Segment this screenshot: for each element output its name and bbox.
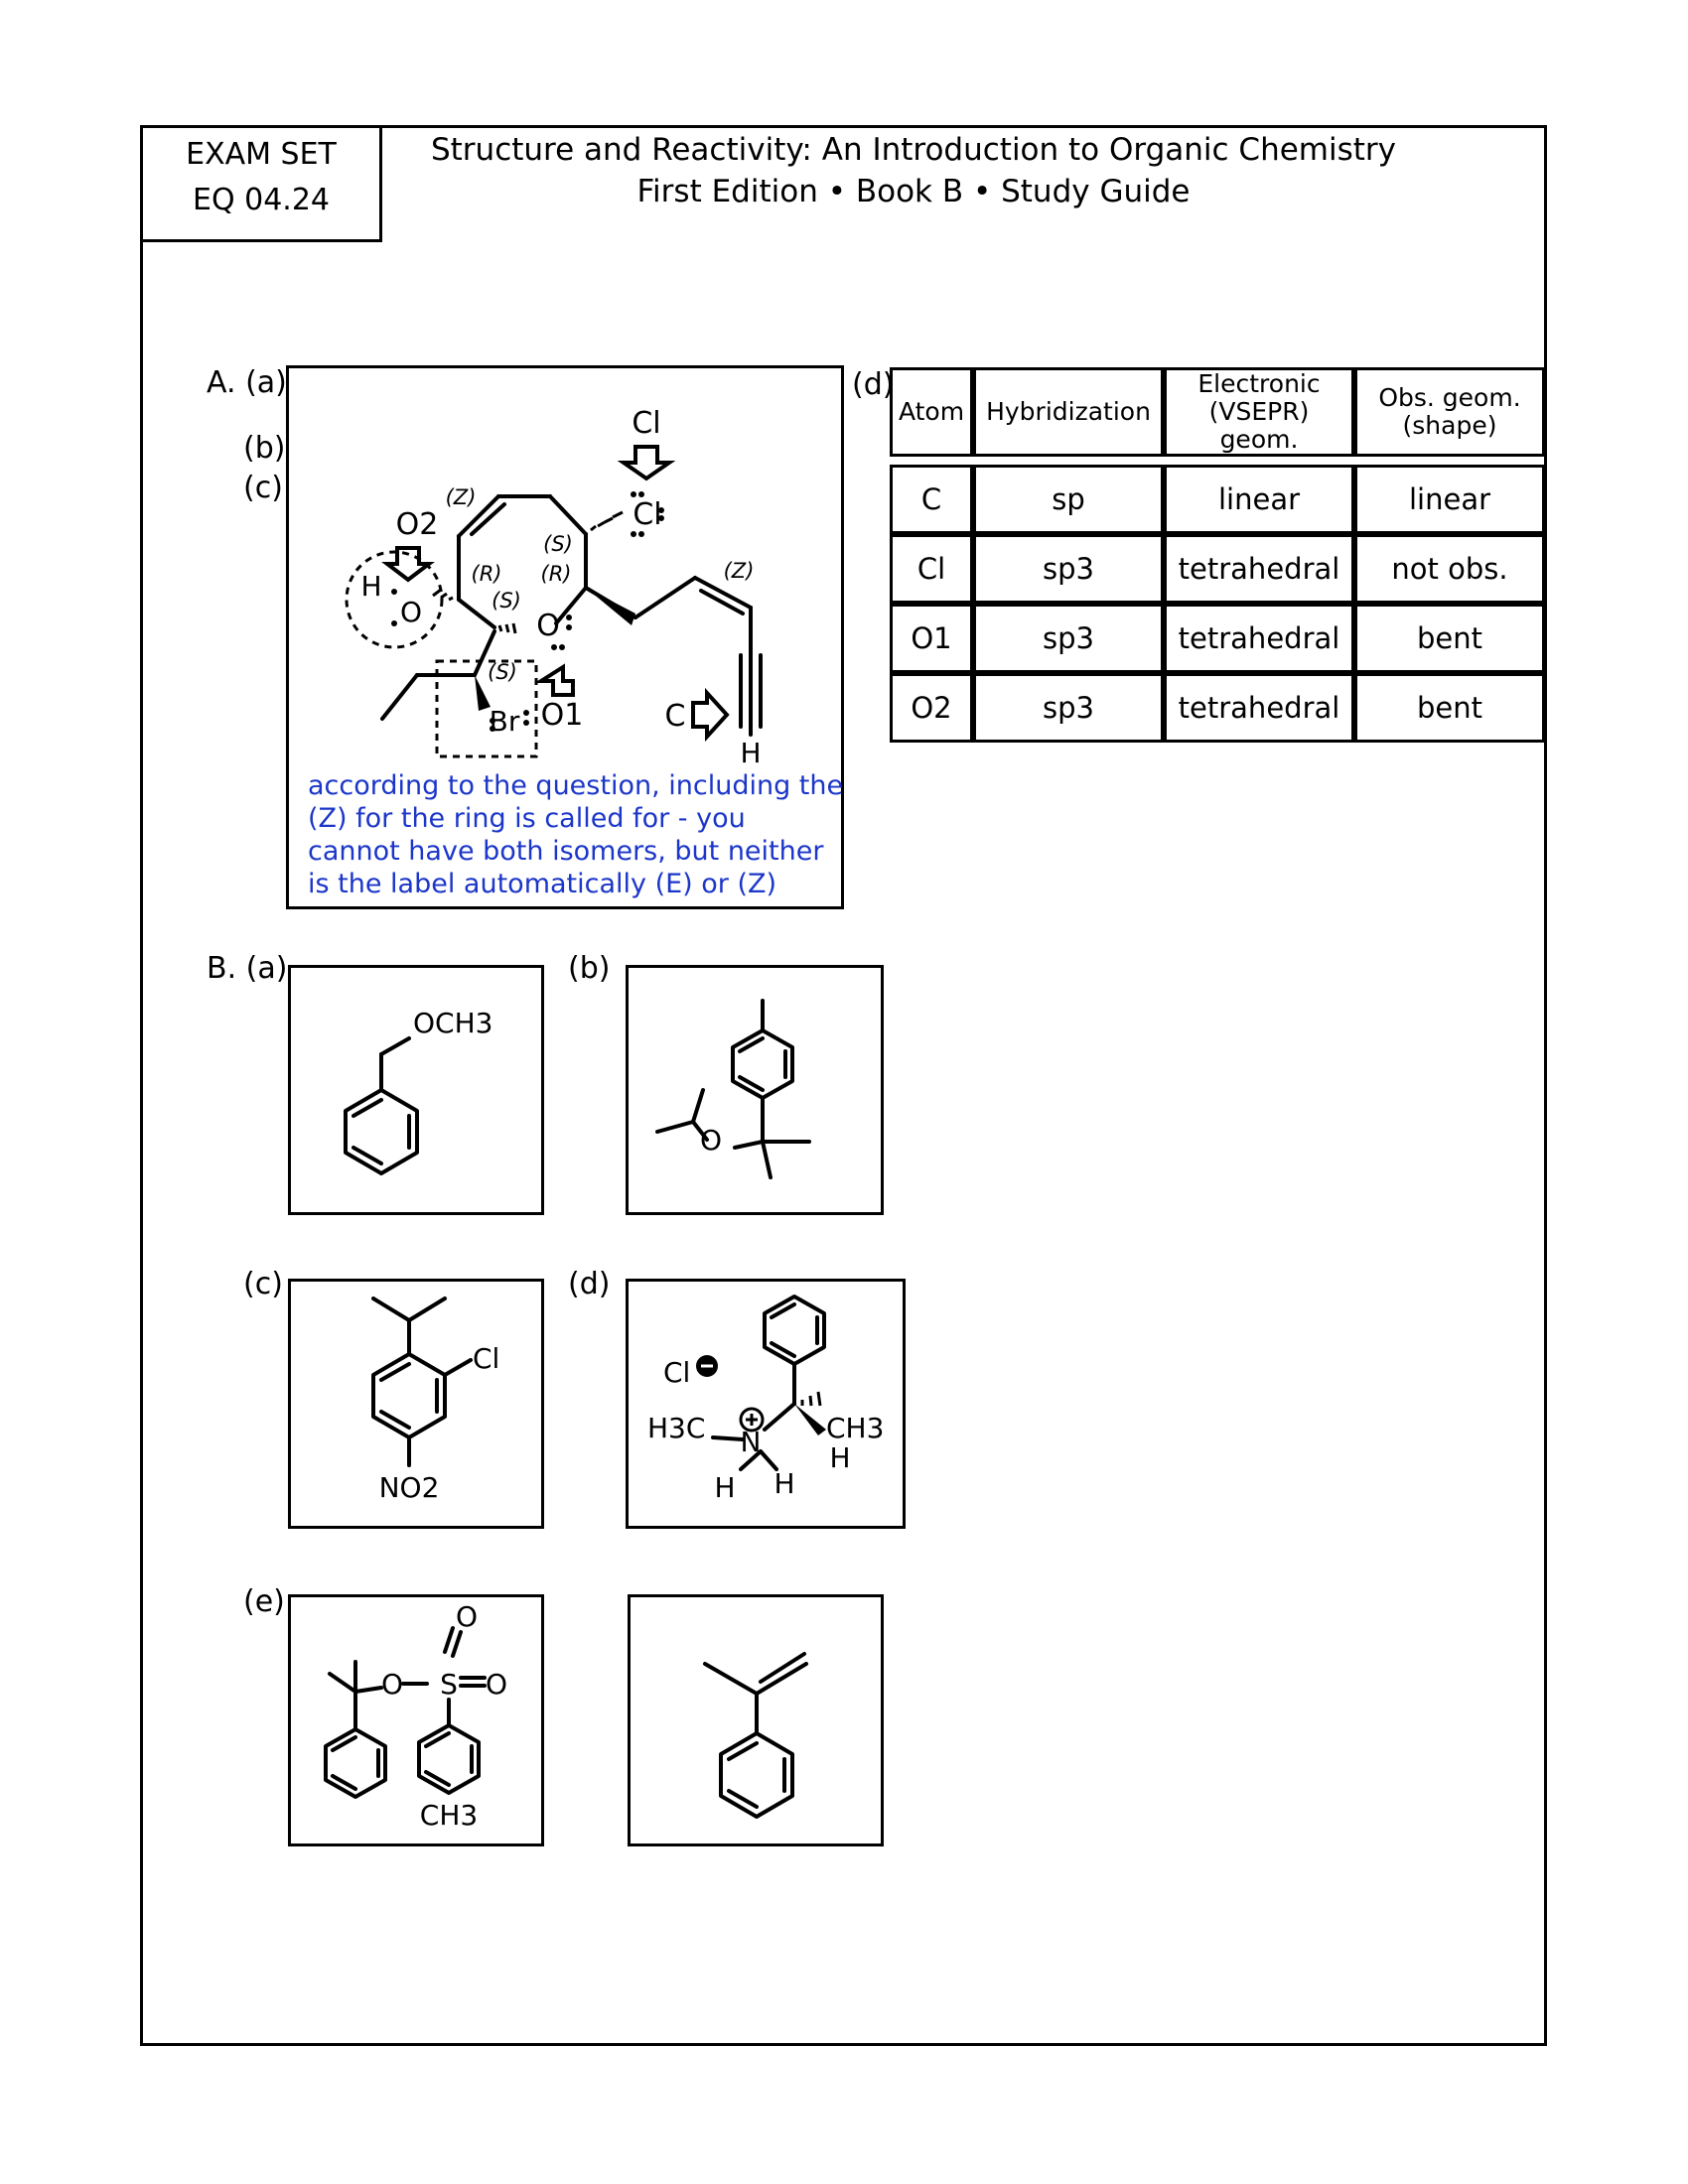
table-cell-hyb: sp: [973, 465, 1164, 534]
table-cell-obs: linear: [1354, 465, 1545, 534]
table-cell-elec: tetrahedral: [1164, 673, 1354, 743]
o1-label: O1: [540, 698, 584, 733]
part-a-note: according to the question, including the (Z) for the ring is called for - you cannot have both isomers, but neither is the label automatically (E) or (Z): [308, 770, 844, 899]
label-ch3-e: CH3: [419, 1799, 479, 1832]
table-cell-obs: bent: [1354, 673, 1545, 743]
part-a-sub-a: (a): [245, 365, 287, 400]
book-subtitle: First Edition • Book B • Study Guide: [636, 174, 1191, 209]
stereo-s-br: (S): [488, 660, 517, 684]
table-cell-obs: not obs.: [1354, 534, 1545, 604]
table-cell-elec: tetrahedral: [1164, 604, 1354, 673]
table-cell-hyb: sp3: [973, 673, 1164, 743]
oh-oxygen: O: [399, 596, 423, 628]
bromine-atom: Br: [489, 705, 520, 738]
label-n: N: [740, 1426, 762, 1458]
part-a-sub-d: (d): [852, 367, 895, 402]
label-sulfonyl-o-right: O: [485, 1668, 508, 1701]
table-cell-elec: tetrahedral: [1164, 534, 1354, 604]
label-chloride: Cl: [663, 1356, 691, 1389]
ring-oxygen: O: [536, 609, 560, 643]
c-label: C: [664, 699, 686, 734]
table-cell-obs: bent: [1354, 604, 1545, 673]
table-cell-atom: C: [890, 465, 973, 534]
part-b-sub-e: (e): [243, 1584, 285, 1619]
table-cell-atom: O2: [890, 673, 973, 743]
table-cell-hyb: sp3: [973, 604, 1164, 673]
o2-label: O2: [395, 507, 439, 542]
stereo-s-top: (S): [543, 532, 573, 556]
part-b-sub-b: (b): [568, 951, 611, 986]
label-cl: Cl: [473, 1342, 500, 1375]
exam-set-label: EXAM SET: [186, 137, 337, 172]
label-no2: NO2: [378, 1471, 440, 1504]
part-a-sub-c: (c): [243, 471, 283, 505]
stereo-z-chain: (Z): [723, 559, 755, 583]
table-cell-hyb: sp3: [973, 534, 1164, 604]
alkyne-h-label: H: [740, 737, 762, 769]
table-header-electronic: Electronic (VSEPR) geom.: [1164, 367, 1354, 457]
table-cell-atom: O1: [890, 604, 973, 673]
label-sulfur: S: [440, 1668, 458, 1701]
stereo-r-left: (R): [471, 562, 502, 586]
book-title: Structure and Reactivity: An Introduction to Organic Chemistry: [430, 132, 1397, 168]
label-ch3-d: CH3: [826, 1412, 885, 1444]
oh-hydrogen: H: [360, 570, 382, 603]
part-a-label: A. (a): [207, 365, 287, 400]
table-cell-elec: linear: [1164, 465, 1354, 534]
table-cell-atom: Cl: [890, 534, 973, 604]
label-nh-1: H: [714, 1471, 736, 1504]
part-b-label: B. (a): [207, 951, 288, 986]
part-b-sub-d: (d): [568, 1267, 611, 1301]
part-a-sub-b: (b): [243, 431, 286, 466]
table-header-observed: Obs. geom. (shape): [1354, 367, 1545, 457]
cl-atom: Cl: [633, 497, 662, 532]
part-b-sub-a: (a): [245, 951, 288, 986]
part-b-sub-c: (c): [243, 1267, 283, 1301]
label-och3: OCH3: [413, 1007, 493, 1039]
label-sulfonyl-o-top: O: [455, 1600, 479, 1633]
stereo-z-ring: (Z): [445, 485, 477, 509]
exam-set-code: EQ 04.24: [193, 183, 330, 217]
label-tosylate-o: O: [380, 1668, 404, 1701]
table-header-hybridization: Hybridization: [973, 367, 1164, 457]
table-header-atom: Atom: [890, 367, 973, 457]
stereo-s-mid: (S): [492, 589, 521, 613]
label-nh-2: H: [774, 1467, 795, 1500]
label-h3c: H3C: [647, 1412, 706, 1444]
label-ether-o: O: [699, 1124, 723, 1157]
label-h-stereo: H: [829, 1441, 851, 1474]
stereo-r-mid: (R): [540, 562, 572, 586]
cl-arrow-label: Cl: [632, 406, 661, 441]
